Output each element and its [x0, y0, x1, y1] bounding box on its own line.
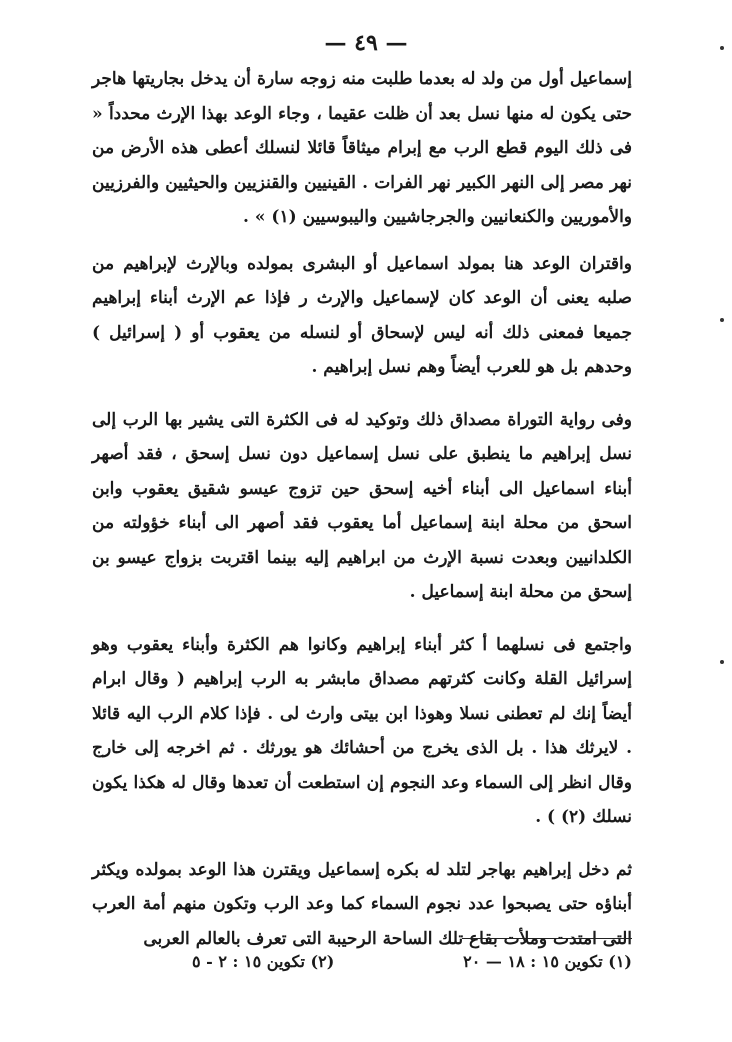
paragraph-4: واجتمع فى نسلهما أ كثر أبناء إبراهيم وكانوا هم الكثرة وأبناء يعقوب وهو إسرائيل القلة وكانت كثرتهم مصداق مابشر به الرب إبراهيم ( وقال ابرام أيضاً إنك لم تعطنى نسلا وهوذا ابن بيتى وارث لى . فإذا كلام الرب اليه قائلا . لايرثك هذا . بل الذى يخرج من أحشائك هو يورثك . ثم اخرجه إلى خارج وقال انظر إلى السماء وعد النجوم إن استطعت أن تعدها وقال له هكذا يكون نسلك (٢) ) . — [92, 634, 632, 827]
footnotes — [192, 952, 632, 971]
paragraph-1: إسماعيل أول من ولد له بعدما طلبت منه زوجه سارة أن يدخل بجاريتها هاجر حتى يكون له منها نسل بعد أن ظلت عقيما ، وجاء الوعد بهذا الإرث محدداً « فى ذلك اليوم قطع الرب مع إبرام ميثاقاً قائلا لنسلك أعطى هذه الأرض من نهر مصر إلى النهر الكبير نهر الفرات . القينيين والقنزيين والحيثيين والفرزيين والأموريين والكنعانيين والجرجاشيين واليبوسيين (١) » . — [92, 69, 632, 227]
paragraph-3: وفى رواية التوراة مصداق ذلك وتوكيد له فى الكثرة التى يشير بها الرب إلى نسل إبراهيم ما ينطبق على نسل إسماعيل دون نسل إسحق ، فقد أصهر أبناء اسماعيل الى أبناء أخيه إسحق حين تزوج عيسو شقيق يعقوب وابن اسحق من محلة ابنة إسماعيل أما يعقوب فقد أصهر الى أبناء خؤولته من الكلدانيين وبعدت نسبة الإرث من ابراهيم إليه بينما اقتربت بزواج عيسو بن إسحق من محلة ابنة إسماعيل . — [92, 409, 632, 602]
paragraph-5: ثم دخل إبراهيم بهاجر لتلد له بكره إسماعيل ويقترن هذا الوعد بمولده ويكثر أبناؤه حتى يصبحوا عدد نجوم السماء كما وعد الرب وتكون منهم أمة العرب التى امتدت وملأت بقاع تلك الساحة الرحيبة التى تعرف بالعالم العربى — [92, 859, 632, 949]
footnote-divider — [462, 938, 632, 939]
paragraph-2: واقتران الوعد هنا بمولد اسماعيل أو البشرى بمولده وبالإرث لإبراهيم من صلبه يعنى أن الوعد كان لإسماعيل والإرث ر فإذا عم الإرث أبناء إبراهيم جميعا فمعنى ذلك أنه ليس لإسحاق أو لنسله من يعقوب أو ( إسرائيل ) وحدهم بل هو للعرب أيضاً وهم نسل إبراهيم . — [92, 253, 632, 377]
margin-mark — [720, 318, 724, 322]
footnote-2: (٢) تكوين ١٥ : ٢ - ٥ — [192, 952, 335, 971]
margin-mark — [720, 660, 724, 664]
page-number: — ٤٩ — — [324, 30, 408, 56]
margin-mark — [720, 46, 724, 50]
body-text — [92, 62, 632, 974]
footnote-1: (١) تكوين ١٥ : ١٨ — ٢٠ — [463, 952, 632, 971]
